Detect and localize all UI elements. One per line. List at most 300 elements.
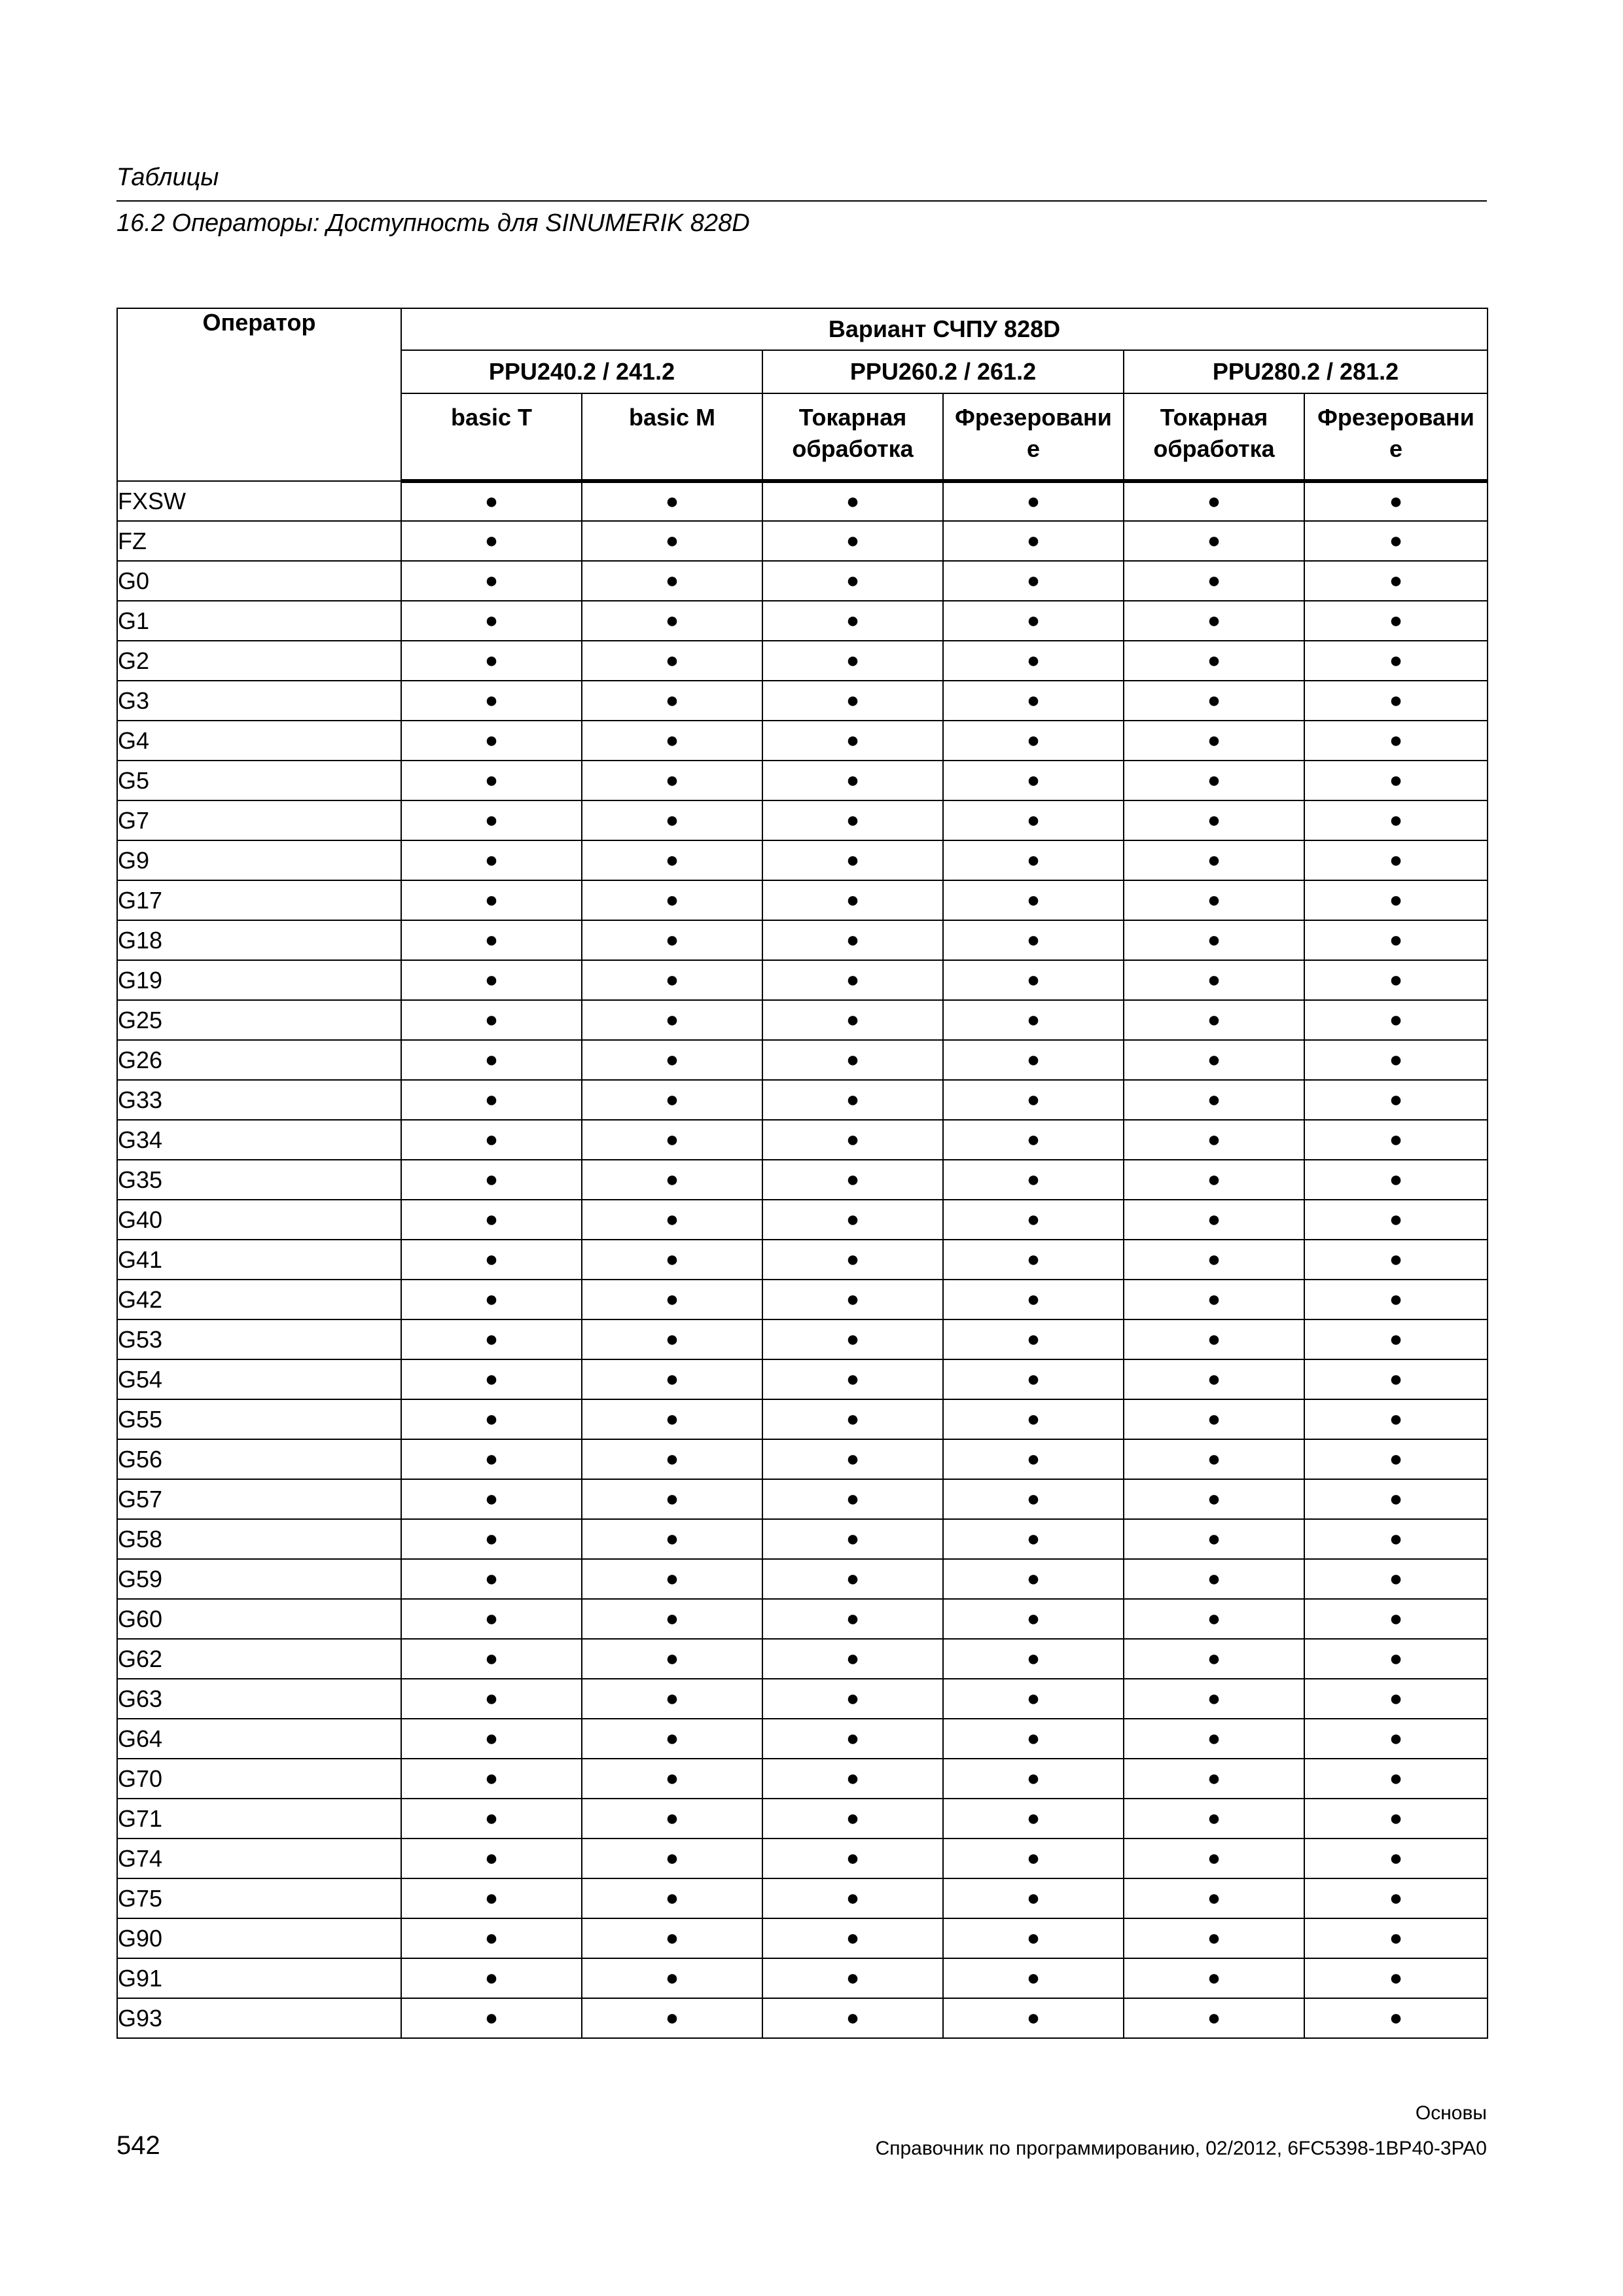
table-row	[117, 1918, 1488, 1958]
availability-mark: ●	[401, 1759, 582, 1799]
operator-cell: G56	[117, 1439, 401, 1479]
availability-mark: ●	[762, 561, 943, 601]
availability-mark: ●	[582, 1359, 762, 1399]
availability-mark: ●	[1304, 1759, 1488, 1799]
availability-mark: ●	[943, 1240, 1124, 1280]
table-row	[117, 681, 1488, 721]
availability-mark: ●	[943, 1479, 1124, 1519]
availability-mark: ●	[1304, 880, 1488, 920]
availability-mark: ●	[401, 521, 582, 561]
availability-mark: ●	[582, 1519, 762, 1559]
availability-mark: ●	[582, 761, 762, 800]
availability-mark: ●	[582, 561, 762, 601]
operators-table-body	[117, 481, 1488, 2038]
operator-cell: G42	[117, 1280, 401, 1319]
footer-book-title: Основы	[1415, 2102, 1487, 2124]
availability-mark: ●	[762, 1918, 943, 1958]
availability-mark: ●	[943, 561, 1124, 601]
availability-mark: ●	[401, 1280, 582, 1319]
availability-mark: ●	[1304, 641, 1488, 681]
availability-mark: ●	[1124, 1759, 1304, 1799]
operator-cell: G33	[117, 1080, 401, 1120]
availability-mark: ●	[401, 1719, 582, 1759]
availability-mark: ●	[1124, 1519, 1304, 1559]
availability-mark: ●	[762, 1080, 943, 1120]
availability-mark: ●	[401, 920, 582, 960]
table-row	[117, 1160, 1488, 1200]
availability-mark: ●	[762, 1439, 943, 1479]
availability-mark: ●	[943, 1319, 1124, 1359]
availability-mark: ●	[1304, 1399, 1488, 1439]
availability-mark: ●	[943, 1080, 1124, 1120]
table-row	[117, 1000, 1488, 1040]
table-row	[117, 840, 1488, 880]
availability-mark: ●	[1124, 561, 1304, 601]
availability-mark: ●	[943, 1799, 1124, 1839]
operator-cell: G59	[117, 1559, 401, 1599]
availability-mark: ●	[943, 840, 1124, 880]
availability-mark: ●	[1304, 1439, 1488, 1479]
operator-cell: FZ	[117, 521, 401, 561]
availability-mark: ●	[1124, 1000, 1304, 1040]
footer-reference: Справочник по программированию, 02/2012, 6FC5398-1BP40-3PA0	[875, 2138, 1487, 2159]
availability-mark: ●	[1304, 1799, 1488, 1839]
availability-mark: ●	[1124, 1878, 1304, 1918]
availability-mark: ●	[401, 721, 582, 761]
availability-mark: ●	[943, 1280, 1124, 1319]
availability-mark: ●	[943, 1120, 1124, 1160]
availability-mark: ●	[943, 641, 1124, 681]
availability-mark: ●	[1304, 1000, 1488, 1040]
availability-mark: ●	[762, 1839, 943, 1878]
availability-mark: ●	[1124, 721, 1304, 761]
availability-mark: ●	[943, 1399, 1124, 1439]
availability-mark: ●	[1124, 1839, 1304, 1878]
availability-mark: ●	[401, 1918, 582, 1958]
availability-mark: ●	[1304, 481, 1488, 521]
availability-mark: ●	[943, 721, 1124, 761]
table-row	[117, 1319, 1488, 1359]
column-header-line: basic T	[450, 404, 533, 431]
availability-mark: ●	[943, 1200, 1124, 1240]
availability-mark: ●	[762, 481, 943, 521]
availability-mark: ●	[1304, 1559, 1488, 1599]
availability-mark: ●	[401, 1240, 582, 1280]
availability-mark: ●	[762, 521, 943, 561]
availability-mark: ●	[1124, 1998, 1304, 2038]
availability-mark: ●	[762, 1160, 943, 1200]
availability-mark: ●	[943, 601, 1124, 641]
availability-mark: ●	[1304, 1599, 1488, 1639]
group-header-ppu280: PPU280.2 / 281.2	[1124, 350, 1488, 393]
availability-mark: ●	[762, 960, 943, 1000]
operator-cell: G1	[117, 601, 401, 641]
availability-mark: ●	[1124, 800, 1304, 840]
table-row	[117, 561, 1488, 601]
availability-mark: ●	[1124, 960, 1304, 1000]
availability-mark: ●	[401, 1359, 582, 1399]
operator-cell: G35	[117, 1160, 401, 1200]
availability-mark: ●	[582, 1080, 762, 1120]
availability-mark: ●	[1124, 1918, 1304, 1958]
availability-mark: ●	[1124, 1719, 1304, 1759]
availability-mark: ●	[1124, 1639, 1304, 1679]
operator-cell: G7	[117, 800, 401, 840]
availability-mark: ●	[762, 880, 943, 920]
header-divider	[116, 200, 1487, 202]
availability-mark: ●	[762, 1399, 943, 1439]
availability-mark: ●	[1304, 521, 1488, 561]
availability-mark: ●	[401, 1599, 582, 1639]
column-header-basic-t	[401, 393, 582, 481]
operator-cell: G41	[117, 1240, 401, 1280]
availability-mark: ●	[401, 1200, 582, 1240]
column-header-line: basic M	[628, 404, 716, 431]
availability-mark: ●	[762, 800, 943, 840]
availability-mark: ●	[401, 601, 582, 641]
availability-mark: ●	[401, 761, 582, 800]
availability-mark: ●	[1304, 1359, 1488, 1399]
availability-mark: ●	[762, 601, 943, 641]
availability-mark: ●	[943, 681, 1124, 721]
table-row	[117, 1359, 1488, 1399]
table-row	[117, 1120, 1488, 1160]
availability-mark: ●	[582, 1240, 762, 1280]
availability-mark: ●	[582, 1200, 762, 1240]
availability-mark: ●	[1124, 1439, 1304, 1479]
availability-mark: ●	[762, 1559, 943, 1599]
column-header-basic-m	[582, 393, 762, 481]
operator-cell: G17	[117, 880, 401, 920]
availability-mark: ●	[582, 601, 762, 641]
availability-mark: ●	[762, 1240, 943, 1280]
table-row	[117, 641, 1488, 681]
availability-mark: ●	[582, 1639, 762, 1679]
availability-mark: ●	[762, 1599, 943, 1639]
availability-mark: ●	[401, 1679, 582, 1719]
operator-cell: G63	[117, 1679, 401, 1719]
availability-mark: ●	[1304, 561, 1488, 601]
operator-cell: G75	[117, 1878, 401, 1918]
availability-mark: ●	[1124, 1280, 1304, 1319]
availability-mark: ●	[401, 1040, 582, 1080]
availability-mark: ●	[582, 721, 762, 761]
availability-mark: ●	[1124, 1040, 1304, 1080]
availability-mark: ●	[762, 1878, 943, 1918]
operator-cell: G26	[117, 1040, 401, 1080]
group-header-ppu260: PPU260.2 / 261.2	[762, 350, 1124, 393]
operator-cell: G40	[117, 1200, 401, 1240]
availability-mark: ●	[401, 1160, 582, 1200]
column-header-line: обработка	[792, 435, 914, 462]
operator-cell: G74	[117, 1839, 401, 1878]
column-header-turning-280	[1124, 393, 1304, 481]
chapter-title: Таблицы	[116, 164, 219, 191]
availability-mark: ●	[582, 1280, 762, 1319]
column-header-line: обработка	[1153, 435, 1275, 462]
availability-mark: ●	[943, 920, 1124, 960]
availability-mark: ●	[401, 1639, 582, 1679]
availability-mark: ●	[1124, 481, 1304, 521]
availability-mark: ●	[943, 1359, 1124, 1399]
table-row	[117, 1040, 1488, 1080]
availability-mark: ●	[943, 1679, 1124, 1719]
table-row	[117, 601, 1488, 641]
availability-mark: ●	[1124, 1319, 1304, 1359]
availability-mark: ●	[943, 1719, 1124, 1759]
availability-mark: ●	[1304, 761, 1488, 800]
availability-mark: ●	[943, 1000, 1124, 1040]
table-row	[117, 960, 1488, 1000]
availability-mark: ●	[762, 641, 943, 681]
availability-mark: ●	[1304, 721, 1488, 761]
operator-cell: G53	[117, 1319, 401, 1359]
availability-mark: ●	[582, 1998, 762, 2038]
availability-mark: ●	[401, 1998, 582, 2038]
availability-mark: ●	[401, 1399, 582, 1439]
table-row	[117, 481, 1488, 521]
operator-cell: G18	[117, 920, 401, 960]
table-row	[117, 1479, 1488, 1519]
table-row	[117, 521, 1488, 561]
availability-mark: ●	[401, 1799, 582, 1839]
availability-mark: ●	[943, 1839, 1124, 1878]
availability-mark: ●	[401, 800, 582, 840]
availability-mark: ●	[762, 1280, 943, 1319]
operator-cell: G64	[117, 1719, 401, 1759]
table-row	[117, 1839, 1488, 1878]
availability-mark: ●	[762, 920, 943, 960]
table-row	[117, 761, 1488, 800]
availability-mark: ●	[1304, 1998, 1488, 2038]
availability-mark: ●	[401, 960, 582, 1000]
availability-mark: ●	[943, 800, 1124, 840]
table-row	[117, 920, 1488, 960]
availability-mark: ●	[1124, 880, 1304, 920]
availability-mark: ●	[943, 1439, 1124, 1479]
operator-cell: FXSW	[117, 481, 401, 521]
availability-mark: ●	[582, 1918, 762, 1958]
operator-cell: G9	[117, 840, 401, 880]
operator-cell: G62	[117, 1639, 401, 1679]
availability-mark: ●	[1304, 1878, 1488, 1918]
availability-mark: ●	[401, 1000, 582, 1040]
availability-mark: ●	[1304, 840, 1488, 880]
availability-mark: ●	[943, 1759, 1124, 1799]
operators-table	[116, 308, 1488, 2039]
availability-mark: ●	[582, 1878, 762, 1918]
availability-mark: ●	[762, 1479, 943, 1519]
availability-mark: ●	[582, 1040, 762, 1080]
availability-mark: ●	[582, 1479, 762, 1519]
availability-mark: ●	[762, 1759, 943, 1799]
availability-mark: ●	[582, 1399, 762, 1439]
availability-mark: ●	[1124, 1679, 1304, 1719]
availability-mark: ●	[943, 1958, 1124, 1998]
availability-mark: ●	[1304, 1719, 1488, 1759]
availability-mark: ●	[401, 1319, 582, 1359]
availability-mark: ●	[582, 481, 762, 521]
availability-mark: ●	[582, 1559, 762, 1599]
operator-cell: G19	[117, 960, 401, 1000]
table-row	[117, 1280, 1488, 1319]
availability-mark: ●	[1304, 1080, 1488, 1120]
table-row	[117, 1399, 1488, 1439]
availability-mark: ●	[762, 1519, 943, 1559]
column-header-line: е	[1389, 435, 1403, 462]
operator-cell: G58	[117, 1519, 401, 1559]
operator-cell: G54	[117, 1359, 401, 1399]
operator-cell: G0	[117, 561, 401, 601]
availability-mark: ●	[401, 1519, 582, 1559]
availability-mark: ●	[762, 681, 943, 721]
availability-mark: ●	[1304, 1679, 1488, 1719]
availability-mark: ●	[1124, 840, 1304, 880]
availability-mark: ●	[1304, 1040, 1488, 1080]
availability-mark: ●	[1304, 1280, 1488, 1319]
section-title: 16.2 Операторы: Доступность для SINUMERIK 828D	[116, 209, 750, 237]
availability-mark: ●	[762, 761, 943, 800]
availability-mark: ●	[582, 681, 762, 721]
column-header-milling-260	[943, 393, 1124, 481]
availability-mark: ●	[582, 840, 762, 880]
availability-mark: ●	[1304, 1519, 1488, 1559]
operator-cell: G34	[117, 1120, 401, 1160]
availability-mark: ●	[1124, 1958, 1304, 1998]
availability-mark: ●	[1124, 1559, 1304, 1599]
availability-mark: ●	[582, 1958, 762, 1998]
table-row	[117, 1559, 1488, 1599]
availability-mark: ●	[1124, 1160, 1304, 1200]
availability-mark: ●	[401, 1839, 582, 1878]
availability-mark: ●	[762, 1719, 943, 1759]
table-row	[117, 1240, 1488, 1280]
table-row	[117, 880, 1488, 920]
availability-mark: ●	[401, 1080, 582, 1120]
availability-mark: ●	[1124, 1240, 1304, 1280]
availability-mark: ●	[582, 1799, 762, 1839]
availability-mark: ●	[401, 1439, 582, 1479]
availability-mark: ●	[1124, 1399, 1304, 1439]
availability-mark: ●	[401, 1120, 582, 1160]
availability-mark: ●	[1304, 1319, 1488, 1359]
availability-mark: ●	[762, 1359, 943, 1399]
availability-mark: ●	[762, 1679, 943, 1719]
availability-mark: ●	[582, 1439, 762, 1479]
table-row	[117, 1719, 1488, 1759]
availability-mark: ●	[943, 960, 1124, 1000]
column-header-line: Фрезеровани	[955, 404, 1112, 431]
availability-mark: ●	[762, 1200, 943, 1240]
availability-mark: ●	[401, 840, 582, 880]
availability-mark: ●	[582, 521, 762, 561]
availability-mark: ●	[582, 1120, 762, 1160]
table-row	[117, 1998, 1488, 2038]
table-row	[117, 1439, 1488, 1479]
table-row	[117, 1080, 1488, 1120]
availability-mark: ●	[1304, 1200, 1488, 1240]
availability-mark: ●	[1124, 1359, 1304, 1399]
availability-mark: ●	[1304, 1639, 1488, 1679]
availability-mark: ●	[943, 1998, 1124, 2038]
availability-mark: ●	[1304, 1120, 1488, 1160]
availability-mark: ●	[1304, 1839, 1488, 1878]
operator-column-header: Оператор	[117, 308, 401, 481]
availability-mark: ●	[582, 1719, 762, 1759]
availability-mark: ●	[1124, 1479, 1304, 1519]
availability-mark: ●	[943, 880, 1124, 920]
availability-mark: ●	[401, 1878, 582, 1918]
availability-mark: ●	[1124, 761, 1304, 800]
availability-mark: ●	[401, 681, 582, 721]
availability-mark: ●	[582, 960, 762, 1000]
variant-header: Вариант СЧПУ 828D	[401, 308, 1488, 350]
table-row	[117, 1200, 1488, 1240]
availability-mark: ●	[762, 840, 943, 880]
availability-mark: ●	[401, 561, 582, 601]
availability-mark: ●	[943, 1519, 1124, 1559]
availability-mark: ●	[582, 1160, 762, 1200]
operator-cell: G90	[117, 1918, 401, 1958]
availability-mark: ●	[1304, 1479, 1488, 1519]
availability-mark: ●	[1124, 1599, 1304, 1639]
availability-mark: ●	[1304, 1958, 1488, 1998]
group-header-ppu240: PPU240.2 / 241.2	[401, 350, 762, 393]
availability-mark: ●	[943, 761, 1124, 800]
availability-mark: ●	[1304, 800, 1488, 840]
page-number: 542	[116, 2131, 160, 2160]
table-row	[117, 1599, 1488, 1639]
operator-cell: G3	[117, 681, 401, 721]
availability-mark: ●	[1304, 1918, 1488, 1958]
availability-mark: ●	[943, 1160, 1124, 1200]
operator-cell: G4	[117, 721, 401, 761]
availability-mark: ●	[401, 1559, 582, 1599]
operator-cell: G25	[117, 1000, 401, 1040]
availability-mark: ●	[1124, 920, 1304, 960]
availability-mark: ●	[582, 1759, 762, 1799]
column-header-line: Токарная	[798, 404, 907, 431]
column-header-turning-260	[762, 393, 943, 481]
table-row	[117, 1679, 1488, 1719]
availability-mark: ●	[943, 481, 1124, 521]
availability-mark: ●	[582, 1839, 762, 1878]
availability-mark: ●	[762, 1799, 943, 1839]
availability-mark: ●	[943, 1559, 1124, 1599]
operator-cell: G91	[117, 1958, 401, 1998]
availability-mark: ●	[401, 880, 582, 920]
availability-mark: ●	[1124, 601, 1304, 641]
availability-mark: ●	[1304, 920, 1488, 960]
table-row	[117, 1958, 1488, 1998]
table-row	[117, 800, 1488, 840]
operator-cell: G93	[117, 1998, 401, 2038]
availability-mark: ●	[1304, 1160, 1488, 1200]
column-header-line: е	[1026, 435, 1041, 462]
availability-mark: ●	[582, 641, 762, 681]
availability-mark: ●	[943, 1878, 1124, 1918]
availability-mark: ●	[1124, 641, 1304, 681]
operator-cell: G60	[117, 1599, 401, 1639]
availability-mark: ●	[401, 1479, 582, 1519]
availability-mark: ●	[582, 880, 762, 920]
operator-cell: G2	[117, 641, 401, 681]
availability-mark: ●	[762, 1998, 943, 2038]
availability-mark: ●	[943, 1599, 1124, 1639]
availability-mark: ●	[762, 1120, 943, 1160]
availability-mark: ●	[762, 1958, 943, 1998]
column-header-milling-280	[1304, 393, 1488, 481]
